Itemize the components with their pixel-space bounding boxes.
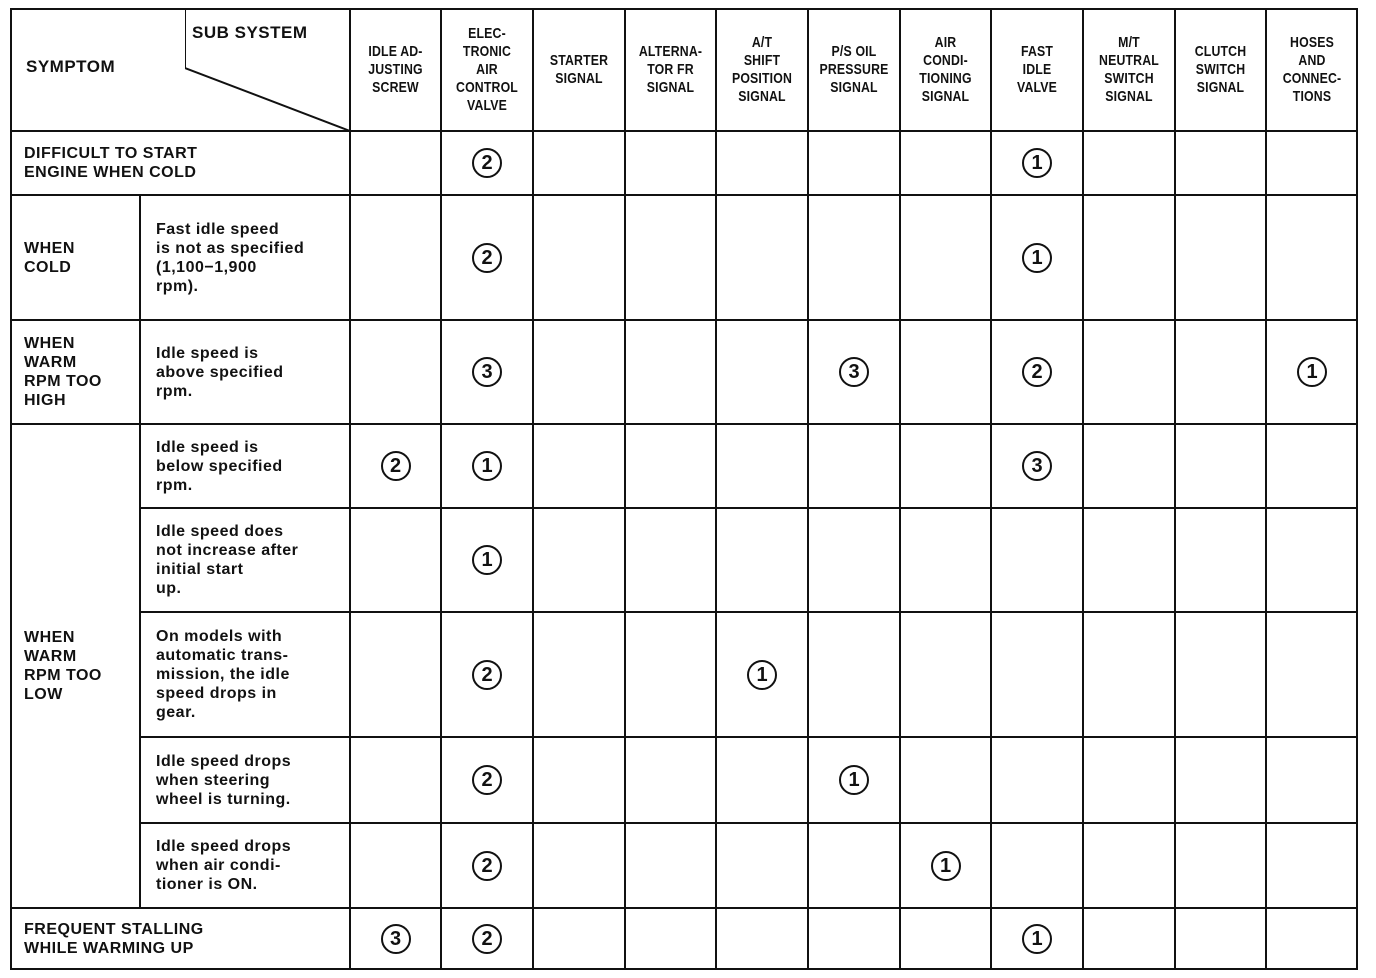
column-line xyxy=(624,8,626,970)
column-header: ALTERNA- TOR FR SIGNAL xyxy=(638,42,703,96)
column-line xyxy=(715,8,717,970)
column-header: IDLE AD- JUSTING SCREW xyxy=(368,42,423,96)
row-line xyxy=(350,736,1358,738)
row-line-symptom xyxy=(140,611,350,613)
column-header: CLUTCH SWITCH SIGNAL xyxy=(1194,42,1247,96)
symptom-description: Idle speed is below specified rpm. xyxy=(156,438,283,494)
row-line-symptom xyxy=(140,507,350,509)
column-line xyxy=(440,8,442,970)
row-line xyxy=(350,907,1358,909)
column-header: A/T SHIFT POSITION SIGNAL xyxy=(731,33,793,105)
troubleshooting-table xyxy=(10,8,1358,970)
row-line xyxy=(350,822,1358,824)
priority-mark: 3 xyxy=(839,357,869,387)
priority-mark: 1 xyxy=(1297,357,1327,387)
symptom-group-label: DIFFICULT TO START ENGINE WHEN COLD xyxy=(24,145,198,181)
row-line xyxy=(350,319,1358,321)
column-line xyxy=(899,8,901,970)
row-line xyxy=(350,194,1358,196)
priority-mark: 1 xyxy=(1022,243,1052,273)
symptom-description: Idle speed drops when air condi- tioner is ON. xyxy=(156,838,292,893)
sub-system-label: SUB SYSTEM xyxy=(192,23,308,42)
column-line xyxy=(1265,8,1267,970)
column-line xyxy=(349,8,351,970)
priority-mark: 2 xyxy=(472,243,502,273)
priority-mark: 2 xyxy=(472,924,502,954)
symptom-description: On models with automatic trans- mission, the idle speed drops in gear. xyxy=(156,628,290,721)
column-header: STARTER SIGNAL xyxy=(549,51,609,87)
column-line xyxy=(990,8,992,970)
symptom-label: SYMPTOM xyxy=(26,57,116,76)
priority-mark: 2 xyxy=(472,765,502,795)
priority-mark: 3 xyxy=(1022,451,1052,481)
row-line-symptom xyxy=(140,736,350,738)
priority-mark: 1 xyxy=(931,851,961,881)
table-border-right xyxy=(1356,8,1358,970)
table-border-left xyxy=(10,8,12,970)
symptom-group-label: WHEN WARM RPM TOO HIGH xyxy=(24,335,102,409)
priority-mark: 2 xyxy=(472,851,502,881)
row-line-symptom xyxy=(140,822,350,824)
column-line xyxy=(532,8,534,970)
priority-mark: 1 xyxy=(1022,924,1052,954)
priority-mark: 2 xyxy=(1022,357,1052,387)
priority-mark: 1 xyxy=(1022,148,1052,178)
row-line-symptom xyxy=(10,319,350,321)
row-line-symptom xyxy=(10,907,350,909)
row-line xyxy=(350,611,1358,613)
column-header: FAST IDLE VALVE xyxy=(1016,42,1058,96)
priority-mark: 1 xyxy=(472,545,502,575)
symptom-group-label: WHEN WARM RPM TOO LOW xyxy=(24,629,102,703)
row-line-symptom xyxy=(10,423,350,425)
row-line xyxy=(350,507,1358,509)
symptom-group-label: FREQUENT STALLING WHILE WARMING UP xyxy=(24,921,204,957)
column-line xyxy=(807,8,809,970)
symptom-description: Idle speed drops when steering wheel is turning. xyxy=(156,752,292,808)
column-header: ELEC- TRONIC AIR CONTROL VALVE xyxy=(456,24,518,114)
column-line xyxy=(1082,8,1084,970)
header-bottom-line xyxy=(10,130,1358,132)
row-line xyxy=(350,423,1358,425)
column-header: M/T NEUTRAL SWITCH SIGNAL xyxy=(1099,33,1159,105)
sub-symptom-line xyxy=(139,195,141,908)
row-line-symptom xyxy=(10,194,350,196)
symptom-description: Idle speed does not increase after initial start up. xyxy=(156,523,299,597)
table-border-bottom xyxy=(10,968,1358,970)
symptom-description: Idle speed is above specified rpm. xyxy=(156,344,284,400)
column-header: AIR CONDI- TIONING SIGNAL xyxy=(919,33,972,105)
priority-mark: 1 xyxy=(747,660,777,690)
priority-mark: 3 xyxy=(472,357,502,387)
priority-mark: 2 xyxy=(472,660,502,690)
symptom-description: Fast idle speed is not as specified (1,100−1,900 rpm). xyxy=(156,220,305,295)
priority-mark: 1 xyxy=(472,451,502,481)
priority-mark: 2 xyxy=(381,451,411,481)
symptom-group-label: WHEN COLD xyxy=(24,239,75,276)
table-border-top xyxy=(10,8,1358,10)
priority-mark: 2 xyxy=(472,148,502,178)
priority-mark: 3 xyxy=(381,924,411,954)
column-header: HOSES AND CONNEC- TIONS xyxy=(1282,33,1342,105)
priority-mark: 1 xyxy=(839,765,869,795)
column-header: P/S OIL PRESSURE SIGNAL xyxy=(819,42,889,96)
column-line xyxy=(1174,8,1176,970)
